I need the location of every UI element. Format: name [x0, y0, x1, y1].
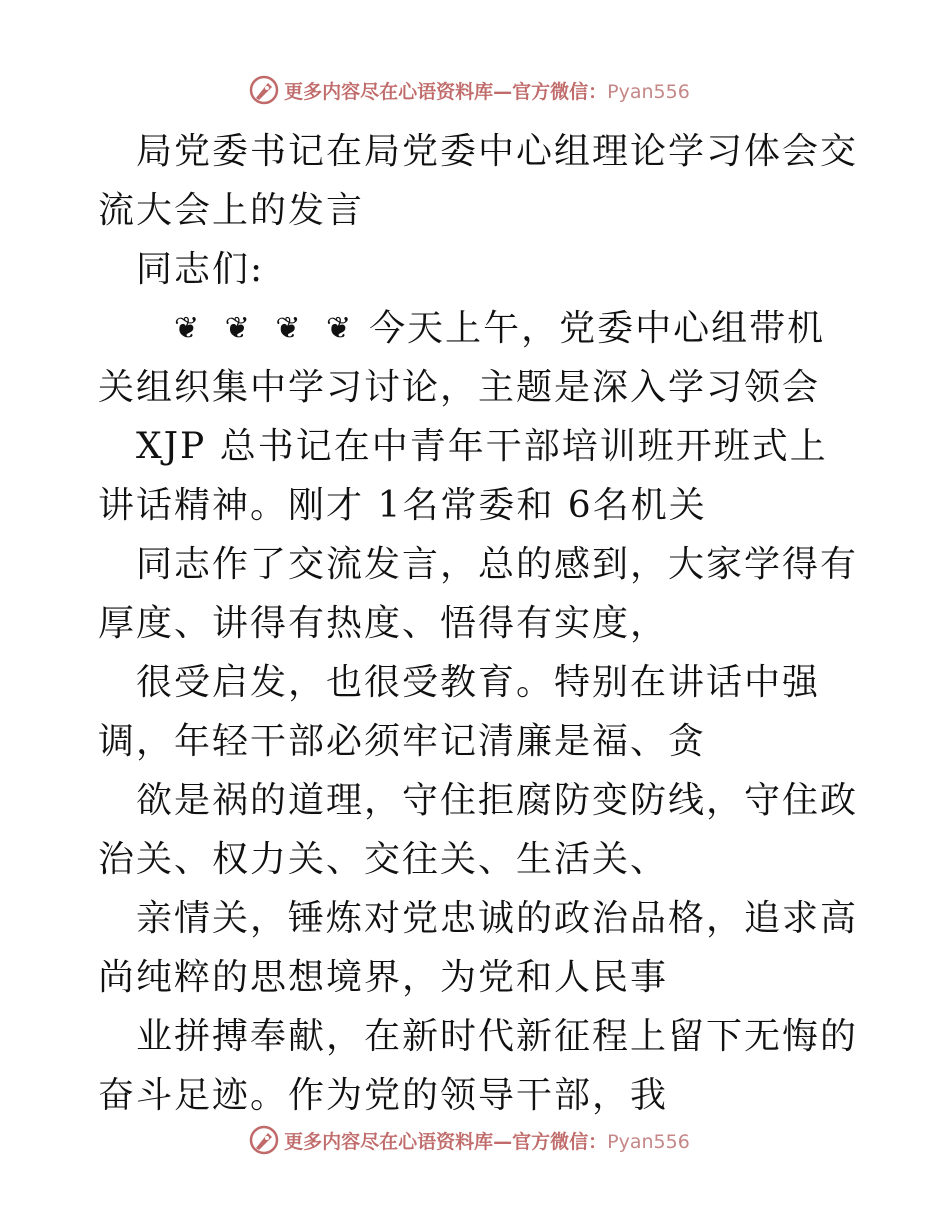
- banner-text: 更多内容尽在心语资料库—官方微信：Pyan556: [284, 1130, 690, 1153]
- paragraph-text: 今天上午，党委中心组带机关组织集中学习讨论，主题是深入学习领会: [98, 308, 826, 408]
- paragraph-6: 亲情关，锤炼对党忠诚的政治品格，追求高尚纯粹的思想境界，为党和人民事: [98, 898, 859, 998]
- document-title: 局党委书记在局党委中心组理论学习体会交流大会上的发言: [98, 131, 859, 231]
- header-watermark-banner: [0, 70, 950, 110]
- document-body: [98, 122, 858, 1125]
- paragraph-5: 欲是祸的道理，守住拒腐防变防线，守住政治关、权力关、交往关、生活关、: [98, 780, 859, 880]
- fleuron-ornament-icon: ❦ ❦ ❦ ❦: [174, 311, 360, 346]
- wechat-id: Pyan556: [607, 1130, 690, 1153]
- paragraph-3: 同志作了交流发言，总的感到，大家学得有厚度、讲得有热度、悟得有实度，: [98, 544, 859, 644]
- pen-nib-circle-icon: [248, 74, 280, 106]
- pen-nib-circle-icon: [248, 1124, 280, 1156]
- footer-watermark-banner: [0, 1120, 950, 1160]
- paragraph-7: 业拼搏奉献，在新时代新征程上留下无悔的奋斗足迹。作为党的领导干部，我: [98, 1016, 859, 1116]
- paragraph-4: 很受启发，也很受教育。特别在讲话中强调，年轻干部必须牢记清廉是福、贪: [98, 662, 821, 762]
- paragraph-1: [98, 299, 858, 417]
- paragraph-2: XJP 总书记在中青年干部培训班开班式上讲话精神。刚才 1名常委和 6名机关: [98, 426, 828, 526]
- wechat-id: Pyan556: [607, 80, 690, 103]
- salutation: 同志们:: [136, 249, 265, 290]
- banner-text: 更多内容尽在心语资料库—官方微信：Pyan556: [284, 80, 690, 103]
